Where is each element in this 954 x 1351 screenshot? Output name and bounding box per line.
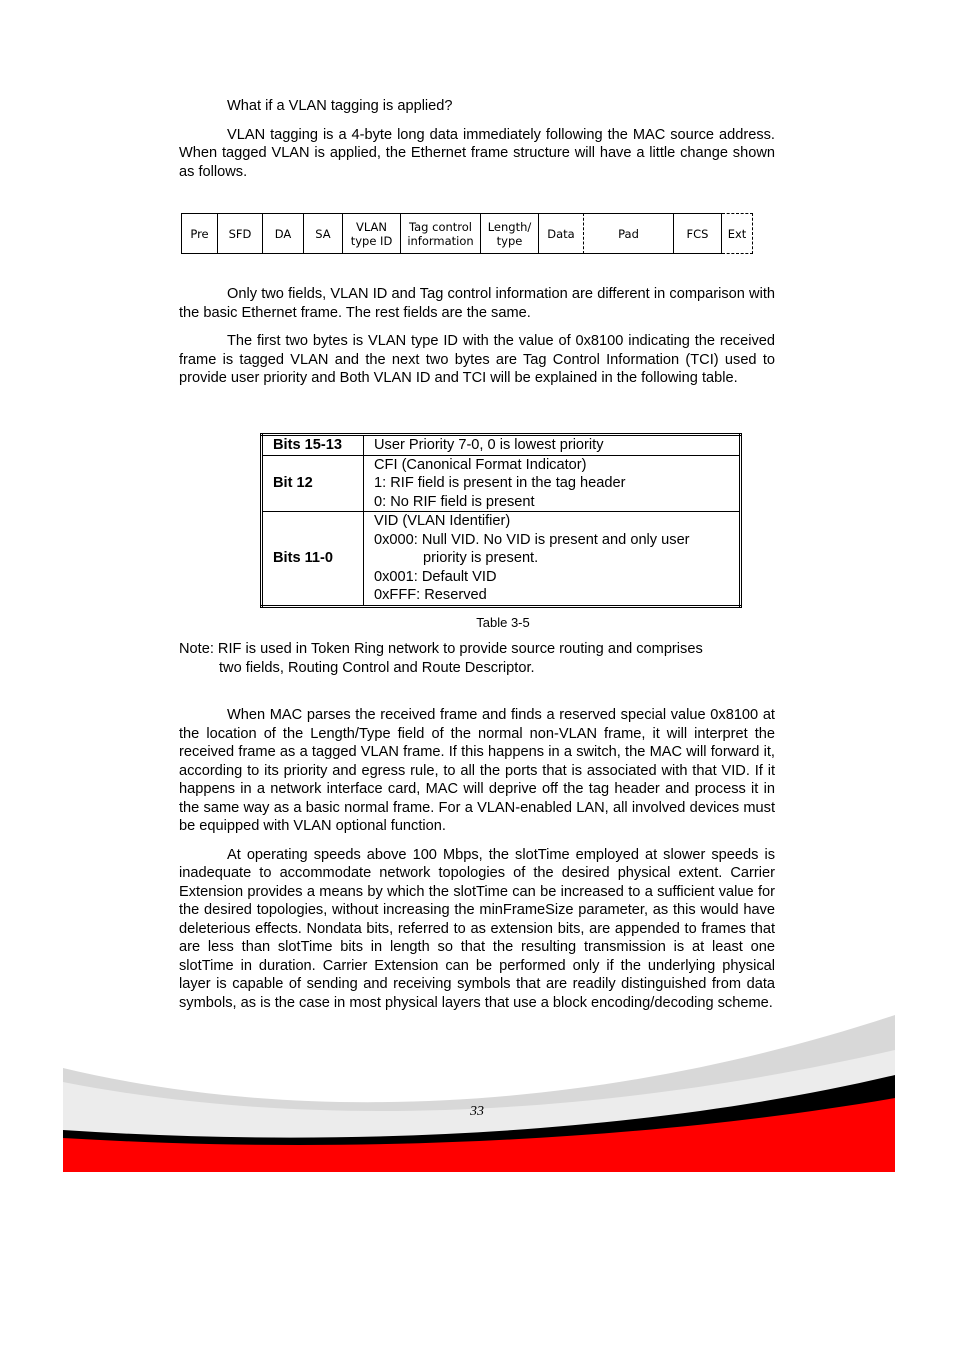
bottom-text xyxy=(179,706,775,1012)
paragraph-vlan-tagging: VLAN tagging is a 4-byte long data immediately following the MAC source address. When tagged VLAN is applied, the Ethernet frame structure will have a little change shown as follows. xyxy=(179,126,775,180)
field-pre: Pre xyxy=(181,213,217,254)
paragraph-mac-parses: When MAC parses the received frame and finds a reserved special value 0x8100 at the location of the Length/Type field of the normal non-VLAN frame, it will interpret the received frame as a tagged VLAN frame. If this happens in a switch, the MAC will forward it, according to its priority and egress rule, to all the ports that is associated with that VID. If it happens in a network interface card, MAC will deprive off the tag header and process it in the same way as a basic normal frame. For a VLAN-enabled LAN, all involved devices must be equipped with VLAN optional function. xyxy=(179,707,775,834)
field-tag-control: Tag control information xyxy=(400,213,480,254)
table-key: Bit 12 xyxy=(262,455,364,512)
page-number: 33 xyxy=(470,1104,484,1119)
field-vlan-type-id: VLAN type ID xyxy=(342,213,400,254)
field-fcs: FCS xyxy=(673,213,722,254)
field-sfd: SFD xyxy=(217,213,262,254)
paragraph-first-two-bytes: The first two bytes is VLAN type ID with the value of 0x8100 indicating the received frame is tagged VLAN and the next two bytes are Tag Control Information (TCI) used to provide user priority and Both VLAN ID and TCI will be explained in the following table. xyxy=(179,333,775,386)
table-key: Bits 11-0 xyxy=(262,512,364,607)
paragraph-two-fields: Only two fields, VLAN ID and Tag control information are different in comparison with the basic Ethernet frame. The rest fields are the same. xyxy=(179,286,775,321)
paragraph-carrier-extension: At operating speeds above 100 Mbps, the slotTime employed at slower speeds is inadequate to accommodate network topologies of the desired physical extent. Carrier Extension provides a means by which the slotTime can be increased to a sufficient value for the desired topologies, without increasing the minFrameSize parameter, as this would have deleterious effects. Nondata bits, referred to as extension bits, are appended to frames that are less than slotTime bits in length so that the resulting transmission is at least one slotTime in duration. Carrier Extension can be performed only if the underlying physical layer is capable of sending and receiving symbols that are readily distinguished from data symbols, as is the case in most physical layers that use a block encoding/decoding scheme. xyxy=(179,846,775,1011)
field-sa: SA xyxy=(303,213,342,254)
field-pad: Pad xyxy=(584,213,673,254)
table-key: Bits 15-13 xyxy=(262,435,364,456)
table-row xyxy=(262,455,741,512)
field-data: Data xyxy=(538,213,584,254)
footer-swoosh-graphic xyxy=(63,1010,895,1172)
note xyxy=(179,640,779,678)
question-line: What if a VLAN tagging is applied? xyxy=(227,98,453,114)
field-da: DA xyxy=(262,213,303,254)
top-text xyxy=(179,97,775,181)
table-value: VID (VLAN Identifier) 0x000: Null VID. No VID is present and only user priority is present. 0x001: Default VID 0xFFF: Reserved xyxy=(364,512,741,607)
ethernet-frame-diagram xyxy=(181,213,753,254)
note-line-2: two fields, Routing Control and Route Descriptor. xyxy=(219,660,535,676)
note-line-1: Note: RIF is used in Token Ring network to provide source routing and comprises xyxy=(179,641,703,657)
table-row xyxy=(262,512,741,607)
table-value: User Priority 7-0, 0 is lowest priority xyxy=(364,435,741,456)
table-value: CFI (Canonical Format Indicator) 1: RIF field is present in the tag header 0: No RIF field is present xyxy=(364,455,741,512)
field-length-type: Length/ type xyxy=(480,213,538,254)
middle-text xyxy=(179,285,775,388)
table-caption: Table 3-5 xyxy=(476,615,530,630)
tci-bits-table xyxy=(260,433,742,608)
field-ext: Ext xyxy=(722,213,753,254)
table-row xyxy=(262,435,741,456)
